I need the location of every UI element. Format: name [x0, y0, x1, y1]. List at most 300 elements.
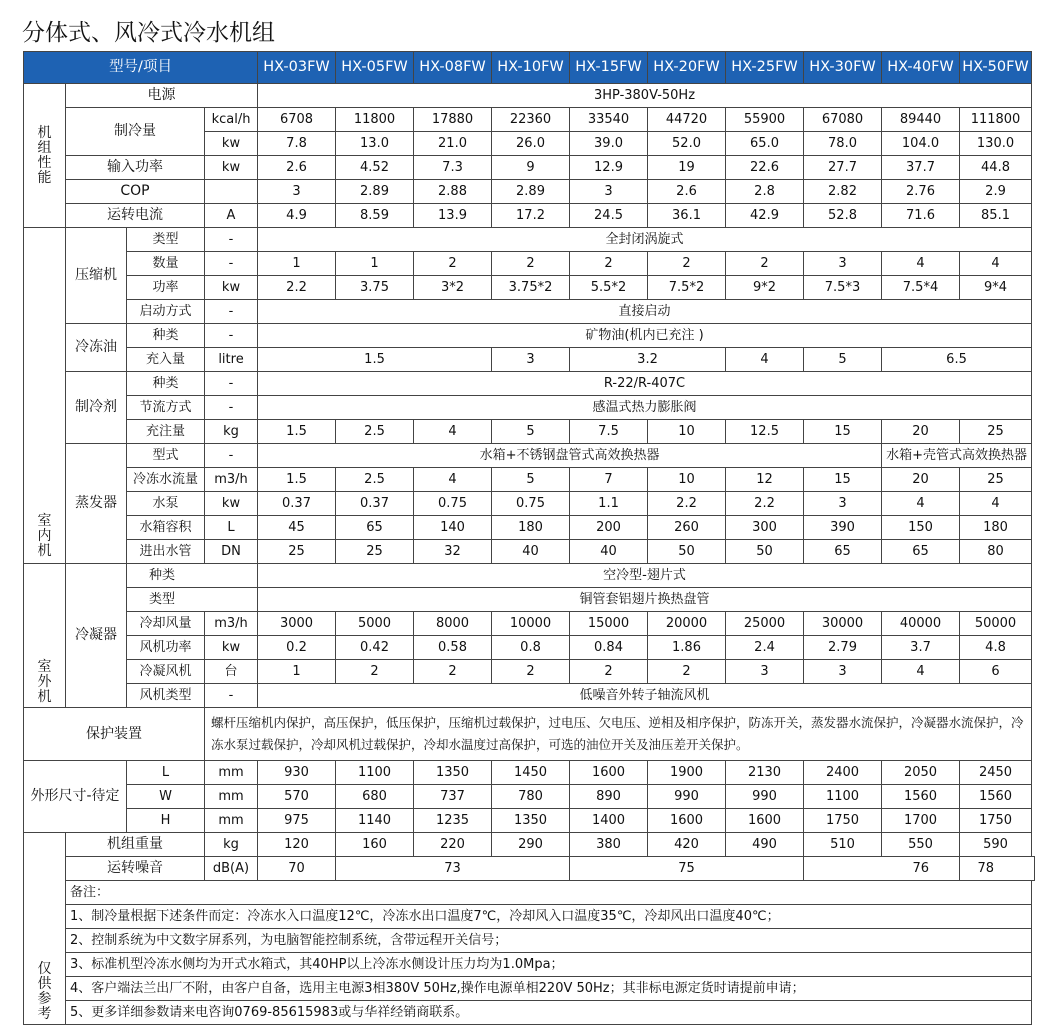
value-cell: 990: [648, 785, 726, 809]
value-cell: 40000: [882, 612, 960, 636]
table-row: [24, 660, 1035, 684]
table-row: [24, 684, 1035, 708]
value-cell: 2.88: [414, 180, 492, 204]
table-cell: kw: [205, 636, 258, 660]
value-cell: 7.5*2: [648, 276, 726, 300]
value-cell: 490: [726, 833, 804, 857]
value-cell: 7.3: [414, 156, 492, 180]
value-cell: 2: [414, 252, 492, 276]
value-cell: 2.82: [804, 180, 882, 204]
value-cell: 2130: [726, 761, 804, 785]
table-row: [24, 564, 1035, 588]
table-cell: DN: [205, 540, 258, 564]
value-cell: 20: [882, 420, 960, 444]
value-cell: 0.37: [336, 492, 414, 516]
value-cell: 260: [648, 516, 726, 540]
value-cell: 160: [336, 833, 414, 857]
table-row: [24, 1001, 1035, 1025]
table-cell: 3.2: [570, 348, 726, 372]
value-cell: 44720: [648, 108, 726, 132]
value-cell: 3: [726, 660, 804, 684]
table-cell: 78: [960, 857, 1035, 881]
table-cell: 功率: [127, 276, 205, 300]
table-cell: 机组重量: [66, 833, 205, 857]
table-cell: L: [205, 516, 258, 540]
value-cell: 0.75: [414, 492, 492, 516]
value-cell: 5: [492, 468, 570, 492]
value-cell: 10: [648, 420, 726, 444]
value-cell: 2.9: [960, 180, 1032, 204]
value-cell: 71.6: [882, 204, 960, 228]
table-cell: -: [205, 444, 258, 468]
value-cell: 1: [258, 660, 336, 684]
value-cell: 680: [336, 785, 414, 809]
value-cell: 0.2: [258, 636, 336, 660]
value-cell: 3.75*2: [492, 276, 570, 300]
table-row: [24, 300, 1035, 324]
value-cell: 140: [414, 516, 492, 540]
table-cell: kg: [205, 833, 258, 857]
value-cell: 2050: [882, 761, 960, 785]
table-cell: 直接启动: [258, 300, 1032, 324]
value-cell: 10000: [492, 612, 570, 636]
value-cell: 0.8: [492, 636, 570, 660]
value-cell: 4.52: [336, 156, 414, 180]
table-cell: 冷冻油: [66, 324, 127, 372]
value-cell: 30000: [804, 612, 882, 636]
table-row: [24, 588, 1035, 612]
value-cell: 4: [960, 252, 1032, 276]
table-cell: 矿物油(机内已充注 ): [258, 324, 1032, 348]
table-cell: 水箱容积: [127, 516, 205, 540]
value-cell: 2: [570, 252, 648, 276]
table-row: [24, 204, 1035, 228]
table-row: [24, 857, 1035, 881]
value-cell: 1560: [882, 785, 960, 809]
value-cell: 78.0: [804, 132, 882, 156]
value-cell: 420: [648, 833, 726, 857]
value-cell: 4: [882, 660, 960, 684]
value-cell: 2.2: [258, 276, 336, 300]
value-cell: 1600: [648, 809, 726, 833]
table-cell: mm: [205, 785, 258, 809]
value-cell: 1600: [570, 761, 648, 785]
value-cell: 990: [726, 785, 804, 809]
value-cell: 1: [336, 252, 414, 276]
table-cell: 3HP-380V-50Hz: [258, 84, 1032, 108]
value-cell: 13.0: [336, 132, 414, 156]
table-cell: 风机类型: [127, 684, 205, 708]
value-cell: 27.7: [804, 156, 882, 180]
value-cell: 11800: [336, 108, 414, 132]
table-cell: 水箱+不锈钢盘管式高效换热器: [258, 444, 882, 468]
value-cell: 590: [960, 833, 1032, 857]
value-cell: 44.8: [960, 156, 1032, 180]
table-cell: 类型: [127, 588, 258, 612]
value-cell: 4: [414, 468, 492, 492]
value-cell: 1900: [648, 761, 726, 785]
value-cell: 2.76: [882, 180, 960, 204]
table-cell: W: [127, 785, 205, 809]
value-cell: 3: [804, 252, 882, 276]
value-cell: 2.2: [726, 492, 804, 516]
value-cell: 3: [570, 180, 648, 204]
note-line: 1、制冷量根据下述条件而定：冷冻水入口温度12℃，冷冻水出口温度7℃，冷却风入口温度35℃，冷却风出口温度40℃；: [66, 905, 1032, 929]
value-cell: 510: [804, 833, 882, 857]
table-cell: m3/h: [205, 468, 258, 492]
table-cell: -: [205, 252, 258, 276]
table-row: [24, 492, 1035, 516]
table-cell: 6.5: [882, 348, 1032, 372]
table-row: [24, 468, 1035, 492]
value-cell: 5: [492, 420, 570, 444]
value-cell: 2.6: [258, 156, 336, 180]
value-cell: 2.89: [336, 180, 414, 204]
value-cell: 1750: [960, 809, 1032, 833]
value-cell: 10: [648, 468, 726, 492]
table-row: [24, 953, 1035, 977]
value-cell: 9*4: [960, 276, 1032, 300]
model-header: HX-10FW: [492, 52, 570, 84]
value-cell: 2: [648, 252, 726, 276]
value-cell: 1.86: [648, 636, 726, 660]
table-cell: -: [205, 228, 258, 252]
value-cell: 9*2: [726, 276, 804, 300]
value-cell: 570: [258, 785, 336, 809]
table-cell: dB(A): [205, 857, 258, 881]
value-cell: 1.1: [570, 492, 648, 516]
table-row: [24, 108, 1035, 132]
value-cell: 290: [492, 833, 570, 857]
value-cell: 550: [882, 833, 960, 857]
table-cell: 进出水管: [127, 540, 205, 564]
value-cell: 17880: [414, 108, 492, 132]
value-cell: 50: [726, 540, 804, 564]
value-cell: 104.0: [882, 132, 960, 156]
table-cell: 制冷剂: [66, 372, 127, 444]
note-line: 5、更多详细参数请来电咨询0769-85615983或与华祥经销商联系。: [66, 1001, 1032, 1025]
value-cell: 80: [960, 540, 1032, 564]
table-cell: COP: [66, 180, 205, 204]
value-cell: 390: [804, 516, 882, 540]
value-cell: 40: [492, 540, 570, 564]
value-cell: 2: [726, 252, 804, 276]
table-cell: 种类: [127, 324, 205, 348]
value-cell: 1: [258, 252, 336, 276]
value-cell: 15: [804, 468, 882, 492]
table-cell: 运转电流: [66, 204, 205, 228]
table-row: [24, 612, 1035, 636]
header-label: 型号/项目: [24, 52, 258, 84]
value-cell: 1.5: [258, 420, 336, 444]
value-cell: 975: [258, 809, 336, 833]
value-cell: 2.79: [804, 636, 882, 660]
table-cell: 种类: [127, 372, 205, 396]
value-cell: 17.2: [492, 204, 570, 228]
value-cell: 120: [258, 833, 336, 857]
note-line: 3、标准机型冷冻水侧均为开式水箱式，其40HP以上冷冻水侧设计压力均为1.0Mpa；: [66, 953, 1032, 977]
table-cell: 输入功率: [66, 156, 205, 180]
table-cell: -: [205, 372, 258, 396]
model-header: HX-50FW: [960, 52, 1032, 84]
table-row: [24, 420, 1035, 444]
table-cell: 冷凝风机: [127, 660, 205, 684]
value-cell: 1600: [726, 809, 804, 833]
table-row: [24, 708, 1035, 761]
value-cell: 2.2: [648, 492, 726, 516]
value-cell: 45: [258, 516, 336, 540]
value-cell: 2450: [960, 761, 1032, 785]
table-cell: -: [205, 684, 258, 708]
table-cell: m3/h: [205, 612, 258, 636]
protection-text: 螺杆压缩机内保护，高压保护，低压保护，压缩机过载保护，过电压、欠电压、逆相及相序保护，防冻开关，蒸发器水流保护，冷凝器水流保护，冷冻水泵过载保护，冷却风机过载保护，冷却水温度过高保护，可选的油位开关及油压差开关保护。: [205, 708, 1032, 761]
value-cell: 1350: [414, 761, 492, 785]
value-cell: 300: [726, 516, 804, 540]
model-header: HX-08FW: [414, 52, 492, 84]
table-cell: 运转噪音: [66, 857, 205, 881]
value-cell: 2.5: [336, 420, 414, 444]
value-cell: 3: [804, 660, 882, 684]
value-cell: 2.5: [336, 468, 414, 492]
table-cell: -: [205, 300, 258, 324]
value-cell: 65: [336, 516, 414, 540]
table-row: [24, 636, 1035, 660]
table-cell: 水泵: [127, 492, 205, 516]
value-cell: 52.8: [804, 204, 882, 228]
value-cell: 3.7: [882, 636, 960, 660]
value-cell: 220: [414, 833, 492, 857]
table-cell: 台: [205, 660, 258, 684]
table-row: [24, 905, 1035, 929]
value-cell: 25: [336, 540, 414, 564]
value-cell: 26.0: [492, 132, 570, 156]
value-cell: 1350: [492, 809, 570, 833]
table-cell: 73: [336, 857, 570, 881]
table-cell: 全封闭涡旋式: [258, 228, 1032, 252]
value-cell: 7.5*3: [804, 276, 882, 300]
model-header: HX-25FW: [726, 52, 804, 84]
value-cell: 20000: [648, 612, 726, 636]
table-cell: mm: [205, 761, 258, 785]
value-cell: 4.8: [960, 636, 1032, 660]
value-cell: 380: [570, 833, 648, 857]
value-cell: 5000: [336, 612, 414, 636]
table-row: [24, 52, 1035, 84]
value-cell: 890: [570, 785, 648, 809]
value-cell: 1450: [492, 761, 570, 785]
value-cell: 9: [492, 156, 570, 180]
model-header: HX-20FW: [648, 52, 726, 84]
table-cell: 型式: [127, 444, 205, 468]
table-cell: 5: [804, 348, 882, 372]
group-indoor: 室 内 机: [24, 228, 66, 564]
value-cell: 19: [648, 156, 726, 180]
value-cell: 2: [648, 660, 726, 684]
model-header: HX-30FW: [804, 52, 882, 84]
table-row: [24, 156, 1035, 180]
value-cell: 2.6: [648, 180, 726, 204]
table-cell: 低噪音外转子轴流风机: [258, 684, 1032, 708]
table-cell: H: [127, 809, 205, 833]
table-row: [24, 785, 1035, 809]
table-cell: 电源: [66, 84, 258, 108]
value-cell: 65.0: [726, 132, 804, 156]
value-cell: 2: [492, 660, 570, 684]
table-row: [24, 977, 1035, 1001]
value-cell: 2.8: [726, 180, 804, 204]
value-cell: 21.0: [414, 132, 492, 156]
model-header: HX-40FW: [882, 52, 960, 84]
table-cell: 制冷量: [66, 108, 205, 156]
value-cell: 20: [882, 468, 960, 492]
spec-table: [23, 51, 1035, 1025]
table-cell: 铜管套铝翅片换热盘管: [258, 588, 1032, 612]
value-cell: 180: [492, 516, 570, 540]
value-cell: 0.58: [414, 636, 492, 660]
table-row: [24, 276, 1035, 300]
group-unit-performance: 机 组 性 能: [24, 84, 66, 228]
table-cell: 风机功率: [127, 636, 205, 660]
value-cell: 25: [960, 420, 1032, 444]
table-cell: mm: [205, 809, 258, 833]
value-cell: 50000: [960, 612, 1032, 636]
value-cell: 2.89: [492, 180, 570, 204]
value-cell: 2: [492, 252, 570, 276]
table-cell: 3: [492, 348, 570, 372]
value-cell: 7.8: [258, 132, 336, 156]
table-cell: kw: [205, 156, 258, 180]
value-cell: 1400: [570, 809, 648, 833]
value-cell: 67080: [804, 108, 882, 132]
value-cell: 4: [414, 420, 492, 444]
value-cell: 85.1: [960, 204, 1032, 228]
value-cell: 12.9: [570, 156, 648, 180]
table-cell: R-22/R-407C: [258, 372, 1032, 396]
table-cell: 启动方式: [127, 300, 205, 324]
group-reference: 仅 供 参 考: [24, 833, 66, 1025]
table-cell: kw: [205, 276, 258, 300]
table-row: [24, 324, 1035, 348]
table-cell: 空冷型-翅片式: [258, 564, 1032, 588]
table-cell: 76: [804, 857, 960, 881]
value-cell: 180: [960, 516, 1032, 540]
value-cell: 89440: [882, 108, 960, 132]
value-cell: 5.5*2: [570, 276, 648, 300]
value-cell: 3000: [258, 612, 336, 636]
table-cell: 充注量: [127, 420, 205, 444]
table-row: [24, 252, 1035, 276]
value-cell: 0.75: [492, 492, 570, 516]
table-cell: 感温式热力膨胀阀: [258, 396, 1032, 420]
table-cell: 冷却风量: [127, 612, 205, 636]
value-cell: 15: [804, 420, 882, 444]
value-cell: 40: [570, 540, 648, 564]
value-cell: 65: [882, 540, 960, 564]
table-cell: 70: [258, 857, 336, 881]
model-header: HX-15FW: [570, 52, 648, 84]
table-cell: kw: [205, 132, 258, 156]
table-row: [24, 540, 1035, 564]
table-row: [24, 180, 1035, 204]
table-row: [24, 516, 1035, 540]
value-cell: 130.0: [960, 132, 1032, 156]
table-row: [24, 84, 1035, 108]
table-row: [24, 228, 1035, 252]
table-cell: 4: [726, 348, 804, 372]
value-cell: 4.9: [258, 204, 336, 228]
value-cell: 22.6: [726, 156, 804, 180]
value-cell: 780: [492, 785, 570, 809]
value-cell: 25: [258, 540, 336, 564]
model-header: HX-03FW: [258, 52, 336, 84]
value-cell: 200: [570, 516, 648, 540]
value-cell: 65: [804, 540, 882, 564]
value-cell: 111800: [960, 108, 1032, 132]
table-cell: kcal/h: [205, 108, 258, 132]
value-cell: 36.1: [648, 204, 726, 228]
value-cell: 930: [258, 761, 336, 785]
value-cell: 0.37: [258, 492, 336, 516]
value-cell: 22360: [492, 108, 570, 132]
value-cell: 737: [414, 785, 492, 809]
value-cell: 1700: [882, 809, 960, 833]
table-row: [24, 348, 1035, 372]
value-cell: 3.75: [336, 276, 414, 300]
table-cell: 保护装置: [24, 708, 205, 761]
table-cell: 外形尺寸-待定: [24, 761, 127, 833]
value-cell: 150: [882, 516, 960, 540]
table-row: [24, 881, 1035, 905]
value-cell: 24.5: [570, 204, 648, 228]
value-cell: 3*2: [414, 276, 492, 300]
value-cell: 0.84: [570, 636, 648, 660]
value-cell: 32: [414, 540, 492, 564]
value-cell: 25: [960, 468, 1032, 492]
value-cell: 12.5: [726, 420, 804, 444]
table-row: [24, 444, 1035, 468]
value-cell: 1.5: [258, 468, 336, 492]
value-cell: 7.5: [570, 420, 648, 444]
value-cell: 55900: [726, 108, 804, 132]
table-cell: litre: [205, 348, 258, 372]
table-row: [24, 761, 1035, 785]
table-cell: 充入量: [127, 348, 205, 372]
value-cell: 13.9: [414, 204, 492, 228]
value-cell: 25000: [726, 612, 804, 636]
value-cell: 6: [960, 660, 1032, 684]
table-row: [24, 396, 1035, 420]
note-line: 4、客户端法兰出厂不附，由客户自备，选用主电源3相380V 50Hz,操作电源单相220V 50Hz；其非标电源定货时请提前申请；: [66, 977, 1032, 1001]
value-cell: 3: [258, 180, 336, 204]
value-cell: 39.0: [570, 132, 648, 156]
value-cell: 37.7: [882, 156, 960, 180]
table-cell: A: [205, 204, 258, 228]
value-cell: 1560: [960, 785, 1032, 809]
table-cell: 节流方式: [127, 396, 205, 420]
value-cell: 33540: [570, 108, 648, 132]
table-row: [24, 929, 1035, 953]
value-cell: 3: [804, 492, 882, 516]
value-cell: 8000: [414, 612, 492, 636]
value-cell: 15000: [570, 612, 648, 636]
value-cell: 12: [726, 468, 804, 492]
table-cell: 类型: [127, 228, 205, 252]
table-cell: 1.5: [258, 348, 492, 372]
group-outdoor: 室 外 机: [24, 564, 66, 708]
value-cell: 4: [882, 252, 960, 276]
table-cell: 种类: [127, 564, 258, 588]
value-cell: 50: [648, 540, 726, 564]
